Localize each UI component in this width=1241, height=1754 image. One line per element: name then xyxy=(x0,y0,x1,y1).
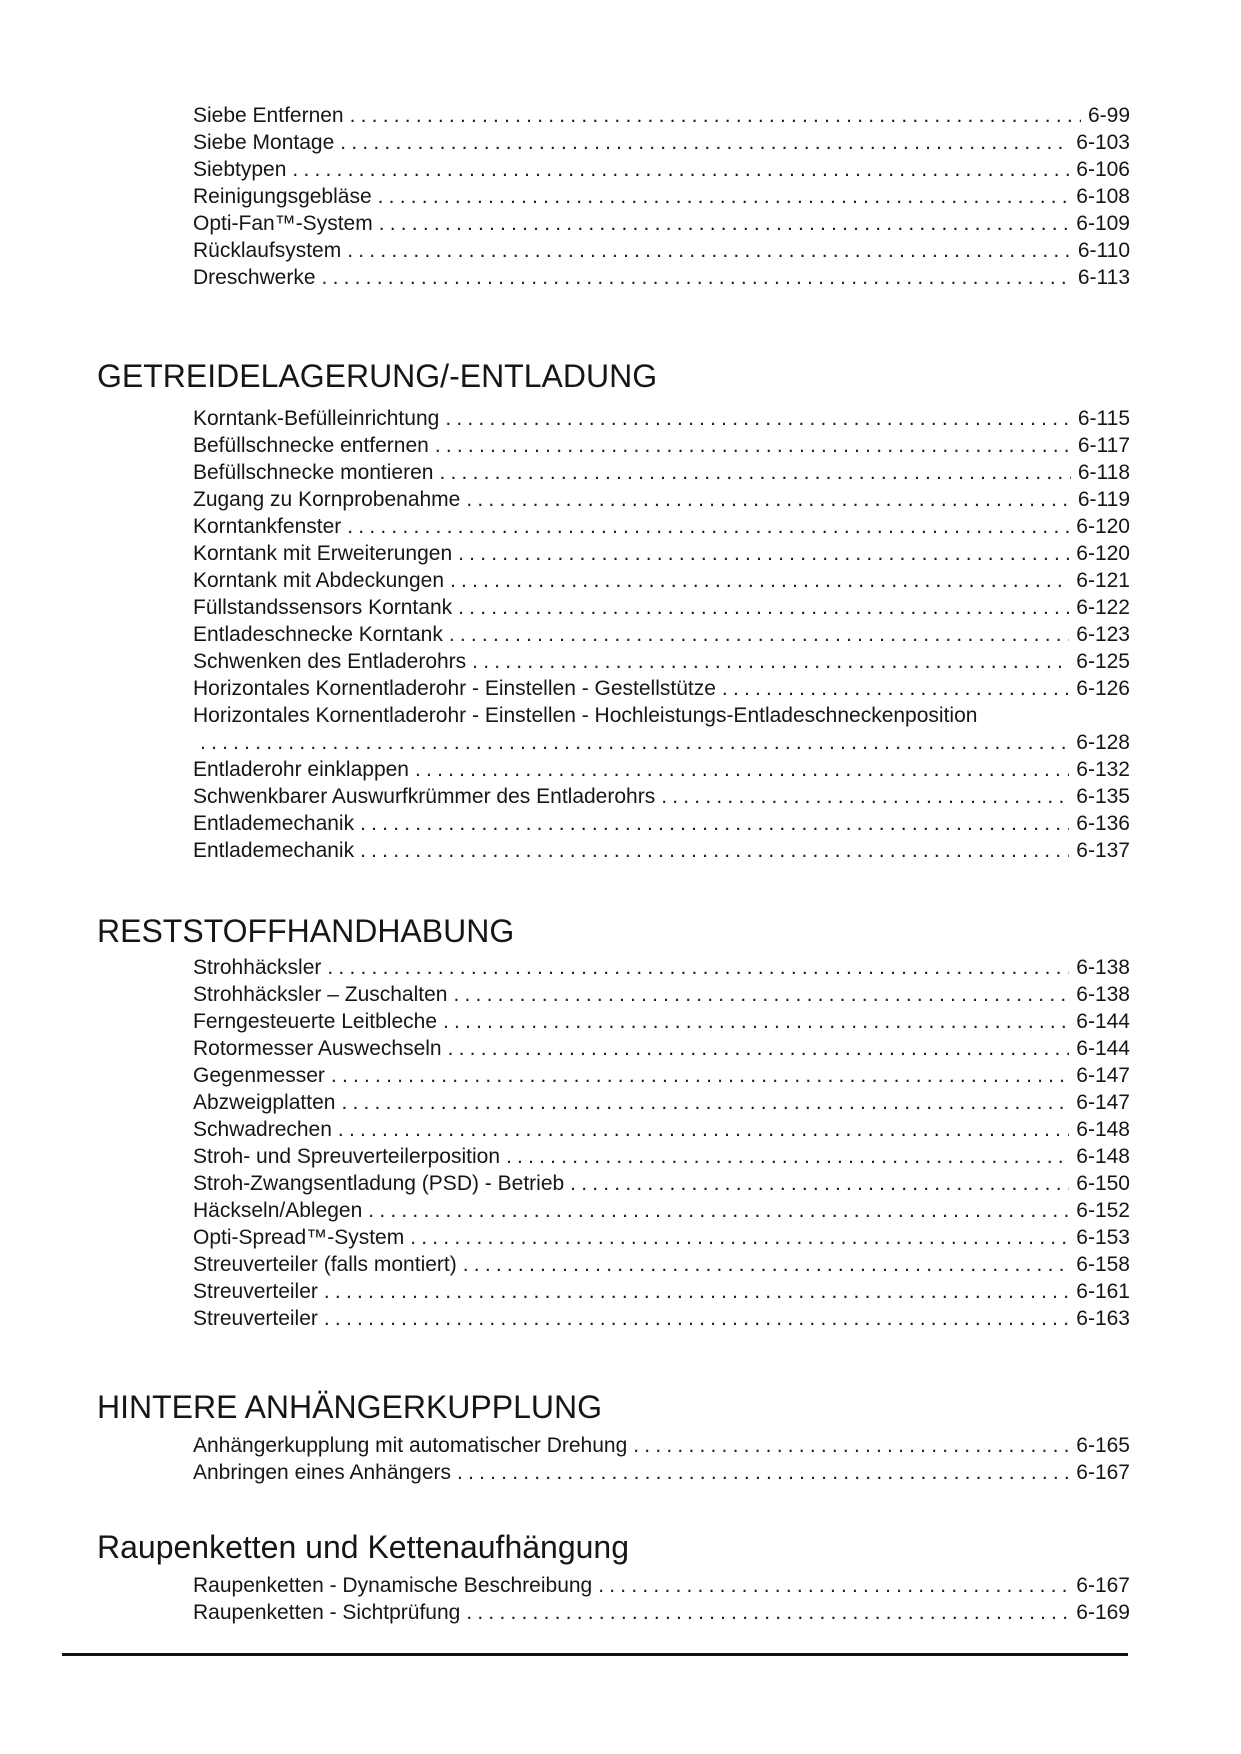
toc-entry-row xyxy=(193,264,1130,291)
dot-leader xyxy=(448,1035,1070,1062)
entry-label: Streuverteiler xyxy=(193,1280,318,1303)
entry-label: Korntank mit Abdeckungen xyxy=(193,569,444,592)
entry-label: Reinigungsgebläse xyxy=(193,185,372,208)
entry-label: Horizontales Kornentladerohr - Einstellen - Gestellstütze xyxy=(193,677,716,700)
entry-page-number: 6-148 xyxy=(1076,1145,1130,1168)
dot-leader xyxy=(598,1572,1069,1599)
entry-label: Entladerohr einklappen xyxy=(193,758,409,781)
entry-page-number: 6-138 xyxy=(1076,956,1130,979)
dot-leader xyxy=(360,837,1069,864)
toc-entry-row xyxy=(193,156,1130,183)
entry-page-number: 6-135 xyxy=(1076,785,1130,808)
dot-leader xyxy=(292,156,1069,183)
toc-entry-row xyxy=(193,810,1130,837)
entry-label: Strohhäcksler xyxy=(193,956,322,979)
dot-leader xyxy=(472,648,1069,675)
entry-label: Befüllschnecke montieren xyxy=(193,461,434,484)
dot-leader xyxy=(457,1459,1069,1486)
toc-entry-row xyxy=(193,486,1130,513)
toc-entry-row xyxy=(193,729,1130,756)
entry-page-number: 6-125 xyxy=(1076,650,1130,673)
toc-entry-row xyxy=(193,237,1130,264)
entry-label: Siebe Entfernen xyxy=(193,104,344,127)
dot-leader xyxy=(506,1143,1069,1170)
entry-label: Horizontales Kornentladerohr - Einstellen - Hochleistungs-Entladeschneckenposition xyxy=(193,704,978,727)
dot-leader xyxy=(368,1197,1069,1224)
entry-page-number: 6-108 xyxy=(1076,185,1130,208)
section-entries xyxy=(193,1572,1130,1626)
toc-entry-row xyxy=(193,675,1130,702)
entry-label: Häckseln/Ablegen xyxy=(193,1199,363,1222)
toc-section xyxy=(0,357,1241,864)
toc-entry-row xyxy=(193,1008,1130,1035)
entry-page-number: 6-126 xyxy=(1076,677,1130,700)
section-heading: Raupenketten und Kettenaufhängung xyxy=(97,1529,630,1565)
dot-leader xyxy=(661,783,1069,810)
entry-label: Rotormesser Auswechseln xyxy=(193,1037,442,1060)
entry-page-number: 6-163 xyxy=(1076,1307,1130,1330)
dot-leader xyxy=(435,432,1071,459)
section-heading: HINTERE ANHÄNGERKUPPLUNG xyxy=(97,1389,602,1425)
entry-label: Opti-Fan™-System xyxy=(193,212,373,235)
toc-entry-row xyxy=(193,432,1130,459)
dot-leader xyxy=(458,540,1069,567)
toc-entry-row xyxy=(193,621,1130,648)
toc-entry-row xyxy=(193,783,1130,810)
toc-entry-row xyxy=(193,1116,1130,1143)
dot-leader xyxy=(449,621,1069,648)
dot-leader xyxy=(322,264,1071,291)
entry-page-number: 6-158 xyxy=(1076,1253,1130,1276)
dot-leader xyxy=(340,129,1069,156)
toc-entry-row xyxy=(193,1143,1130,1170)
dot-leader xyxy=(466,486,1070,513)
dot-leader xyxy=(466,1599,1069,1626)
dot-leader xyxy=(410,1224,1069,1251)
section-entries xyxy=(193,1432,1130,1486)
dot-leader xyxy=(445,405,1071,432)
entry-label: Streuverteiler xyxy=(193,1307,318,1330)
entry-page-number: 6-137 xyxy=(1076,839,1130,862)
entry-label: Schwenken des Entladerohrs xyxy=(193,650,467,673)
toc-entry-row xyxy=(193,1170,1130,1197)
entry-label: Siebe Montage xyxy=(193,131,335,154)
toc-entry-row xyxy=(193,459,1130,486)
toc-entry-row xyxy=(193,513,1130,540)
entry-label: Korntank mit Erweiterungen xyxy=(193,542,453,565)
dot-leader xyxy=(378,183,1070,210)
entry-page-number: 6-103 xyxy=(1076,131,1130,154)
toc-entry-row xyxy=(193,183,1130,210)
toc-entry-row xyxy=(193,1197,1130,1224)
toc-entry-row xyxy=(193,1599,1130,1626)
toc-entry-row xyxy=(193,648,1130,675)
toc-entry-row xyxy=(193,756,1130,783)
toc-section xyxy=(0,102,1241,291)
entry-page-number: 6-147 xyxy=(1076,1091,1130,1114)
entry-page-number: 6-123 xyxy=(1076,623,1130,646)
entry-page-number: 6-121 xyxy=(1076,569,1130,592)
toc-entry-row xyxy=(193,1459,1130,1486)
toc-entry-row xyxy=(193,837,1130,864)
entry-page-number: 6-150 xyxy=(1076,1172,1130,1195)
entry-page-number: 6-110 xyxy=(1077,239,1130,262)
dot-leader xyxy=(443,1008,1069,1035)
entry-page-number: 6-165 xyxy=(1076,1434,1130,1457)
toc-entry-row xyxy=(193,954,1130,981)
toc-entry-row xyxy=(193,1035,1130,1062)
dot-leader xyxy=(570,1170,1069,1197)
dot-leader xyxy=(439,459,1070,486)
dot-leader xyxy=(193,729,1069,756)
entry-label: Schwenkbarer Auswurfkrümmer des Entladerohrs xyxy=(193,785,656,808)
entry-page-number: 6-118 xyxy=(1077,461,1130,484)
dot-leader xyxy=(324,1278,1069,1305)
toc-entry-row xyxy=(193,405,1130,432)
dot-leader xyxy=(458,594,1069,621)
entry-label: Rücklaufsystem xyxy=(193,239,342,262)
entry-page-number: 6-169 xyxy=(1076,1601,1130,1624)
entry-page-number: 6-132 xyxy=(1076,758,1130,781)
entry-label: Anbringen eines Anhängers xyxy=(193,1461,452,1484)
entry-label: Ferngesteuerte Leitbleche xyxy=(193,1010,437,1033)
toc-entry-row xyxy=(193,1062,1130,1089)
dot-leader xyxy=(347,237,1071,264)
bottom-rule xyxy=(62,1653,1128,1656)
entry-page-number: 6-117 xyxy=(1077,434,1130,457)
entry-page-number: 6-115 xyxy=(1077,407,1130,430)
dot-leader xyxy=(722,675,1069,702)
entry-page-number: 6-153 xyxy=(1076,1226,1130,1249)
toc-entry-row xyxy=(193,102,1130,129)
toc-entry-row xyxy=(193,1251,1130,1278)
toc-entry-row xyxy=(193,1572,1130,1599)
toc-entry-row xyxy=(193,540,1130,567)
section-heading: GETREIDELAGERUNG/-ENTLADUNG xyxy=(97,358,658,394)
dot-leader xyxy=(450,567,1069,594)
entry-label: Füllstandssensors Korntank xyxy=(193,596,453,619)
toc-entry-row xyxy=(193,702,1130,729)
toc-entry-row xyxy=(193,129,1130,156)
entry-label: Streuverteiler (falls montiert) xyxy=(193,1253,457,1276)
toc-entry-row xyxy=(193,981,1130,1008)
entry-page-number: 6-138 xyxy=(1076,983,1130,1006)
entry-page-number: 6-106 xyxy=(1076,158,1130,181)
entry-label: Stroh- und Spreuverteilerposition xyxy=(193,1145,501,1168)
entry-page-number: 6-120 xyxy=(1076,542,1130,565)
entry-page-number: 6-144 xyxy=(1076,1010,1130,1033)
dot-leader xyxy=(463,1251,1070,1278)
toc-entry-row xyxy=(193,1432,1130,1459)
entry-label: Entladeschnecke Korntank xyxy=(193,623,443,646)
section-entries xyxy=(193,405,1130,864)
entry-page-number: 6-99 xyxy=(1087,104,1130,127)
toc-section xyxy=(0,1528,1241,1626)
dot-leader xyxy=(415,756,1069,783)
entry-label: Dreschwerke xyxy=(193,266,316,289)
entry-page-number: 6-148 xyxy=(1076,1118,1130,1141)
dot-leader xyxy=(360,810,1069,837)
toc-entry-row xyxy=(193,1224,1130,1251)
entry-page-number: 6-113 xyxy=(1077,266,1130,289)
entry-page-number: 6-109 xyxy=(1076,212,1130,235)
entry-label: Korntankfenster xyxy=(193,515,342,538)
entry-page-number: 6-161 xyxy=(1076,1280,1130,1303)
entry-label: Schwadrechen xyxy=(193,1118,332,1141)
entry-label: Zugang zu Kornprobenahme xyxy=(193,488,461,511)
dot-leader xyxy=(350,102,1081,129)
entry-page-number: 6-120 xyxy=(1076,515,1130,538)
entry-page-number: 6-147 xyxy=(1076,1064,1130,1087)
entry-label: Entlademechanik xyxy=(193,839,355,862)
dot-leader xyxy=(331,1062,1069,1089)
section-entries xyxy=(193,102,1130,291)
section-entries xyxy=(193,954,1130,1332)
entry-page-number: 6-128 xyxy=(1076,731,1130,754)
toc-entry-row xyxy=(193,567,1130,594)
entry-label: Anhängerkupplung mit automatischer Drehung xyxy=(193,1434,628,1457)
entry-label: Opti-Spread™-System xyxy=(193,1226,405,1249)
dot-leader xyxy=(633,1432,1069,1459)
entry-label: Gegenmesser xyxy=(193,1064,325,1087)
toc-entry-row xyxy=(193,1089,1130,1116)
dot-leader xyxy=(453,981,1069,1008)
dot-leader xyxy=(327,954,1069,981)
toc-section xyxy=(0,1388,1241,1486)
dot-leader xyxy=(347,513,1069,540)
toc-entry-row xyxy=(193,1305,1130,1332)
entry-page-number: 6-152 xyxy=(1076,1199,1130,1222)
entry-label: Korntank-Befülleinrichtung xyxy=(193,407,440,430)
entry-label: Raupenketten - Sichtprüfung xyxy=(193,1601,461,1624)
entry-page-number: 6-119 xyxy=(1077,488,1130,511)
entry-page-number: 6-122 xyxy=(1076,596,1130,619)
toc-entry-row xyxy=(193,594,1130,621)
entry-label: Befüllschnecke entfernen xyxy=(193,434,429,457)
entry-page-number: 6-167 xyxy=(1076,1574,1130,1597)
section-heading: RESTSTOFFHANDHABUNG xyxy=(97,913,515,949)
toc-section xyxy=(0,912,1241,1332)
entry-label: Strohhäcksler – Zuschalten xyxy=(193,983,448,1006)
entry-page-number: 6-167 xyxy=(1076,1461,1130,1484)
dot-leader xyxy=(341,1089,1069,1116)
dot-leader xyxy=(324,1305,1069,1332)
entry-label: Stroh-Zwangsentladung (PSD) - Betrieb xyxy=(193,1172,565,1195)
dot-leader xyxy=(379,210,1070,237)
dot-leader xyxy=(338,1116,1069,1143)
toc-entry-row xyxy=(193,1278,1130,1305)
entry-page-number: 6-136 xyxy=(1076,812,1130,835)
entry-label: Abzweigplatten xyxy=(193,1091,336,1114)
entry-label: Entlademechanik xyxy=(193,812,355,835)
entry-label: Siebtypen xyxy=(193,158,287,181)
entry-page-number: 6-144 xyxy=(1076,1037,1130,1060)
entry-label: Raupenketten - Dynamische Beschreibung xyxy=(193,1574,593,1597)
toc-entry-row xyxy=(193,210,1130,237)
